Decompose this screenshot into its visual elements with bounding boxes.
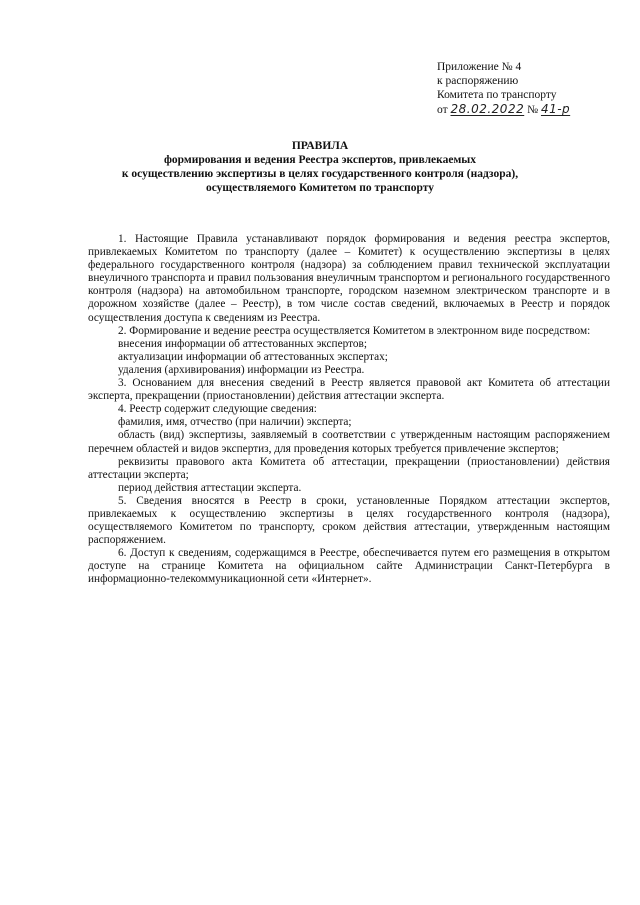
list-item: реквизиты правового акта Комитета об аттестации, прекращении (приостановлении) действия аттестации эксперта; [88, 455, 610, 481]
list-item: период действия аттестации эксперта. [118, 481, 302, 494]
handwritten-date: 28.02.2022 [450, 102, 525, 116]
list-item: область (вид) экспертизы, заявляемый в соответствии с утвержденным настоящим распоряжением перечнем областей и видов экспертиз, для проведения которых требуется привлечение экспертов; [88, 429, 610, 455]
list-item: внесения информации об аттестованных экспертов; [118, 337, 367, 350]
date-prefix: от [437, 104, 448, 116]
handwritten-number: 41-р [540, 102, 571, 116]
appendix-line-3: Комитета по транспорту [437, 89, 557, 101]
appendix-line-1: Приложение № 4 [437, 61, 522, 73]
paragraph-2: 2. Формирование и ведение реестра осуществляется Комитетом в электронном виде посредством: [118, 324, 591, 337]
appendix-line-2: к распоряжению [437, 75, 519, 87]
title-line-3: осуществляемого Комитетом по транспорту [205, 182, 435, 194]
paragraph-6: 6. Доступ к сведениям, содержащимся в Реестре, обеспечивается путем его размещения в открытом доступе на странице Комитета на официальном сайте Администрации Санкт-Петербурга в информационно-телекоммуникационной сети «Интернет». [88, 547, 610, 586]
document-title [60, 139, 580, 195]
title-line-1: формирования и ведения Реестра экспертов, привлекаемых [163, 154, 477, 166]
list-item: актуализации информации об аттестованных экспертах; [118, 350, 388, 363]
paragraph-5: 5. Сведения вносятся в Реестр в сроки, установленные Порядком аттестации экспертов, привлекаемых к осуществлению экспертизы в целях государственного контроля (надзора), осуществляемого Комитетом по транспорту, сроком действия аттестации, утвержденным настоящим распоряжением. [88, 494, 610, 547]
paragraph-4: 4. Реестр содержит следующие сведения: [118, 403, 317, 416]
number-prefix: № [527, 104, 539, 116]
list-item: удаления (архивирования) информации из Реестра. [118, 363, 365, 376]
list-item: фамилия, имя, отчество (при наличии) эксперта; [118, 416, 352, 429]
appendix-date-line [437, 102, 622, 117]
document-body [88, 233, 610, 587]
paragraph-1: 1. Настоящие Правила устанавливают порядок формирования и ведения реестра экспертов, привлекаемых Комитетом по транспорту (далее – Комитет) к осуществлению экспертизы в целях федерального государственного контроля (надзора) за соблюдением правил технической эксплуатации внеуличного транспорта и правил пользования внеуличным транспортом и регионального государственного контроля (надзора) на автомобильном транспорте, городском наземном электрическом транспорте и в дорожном хозяйстве (далее – Реестр), в том числе состав сведений, включаемых в Реестр и порядок осуществления доступа к сведениям из Реестра. [88, 233, 610, 324]
paragraph-3: 3. Основанием для внесения сведений в Реестр является правовой акт Комитета об аттестации эксперта, прекращении (приостановлении) действия аттестации эксперта. [88, 377, 610, 403]
title-heading: ПРАВИЛА [291, 140, 349, 152]
appendix-block [437, 60, 622, 117]
title-line-2: к осуществлению экспертизы в целях государственного контроля (надзора), [121, 168, 519, 180]
